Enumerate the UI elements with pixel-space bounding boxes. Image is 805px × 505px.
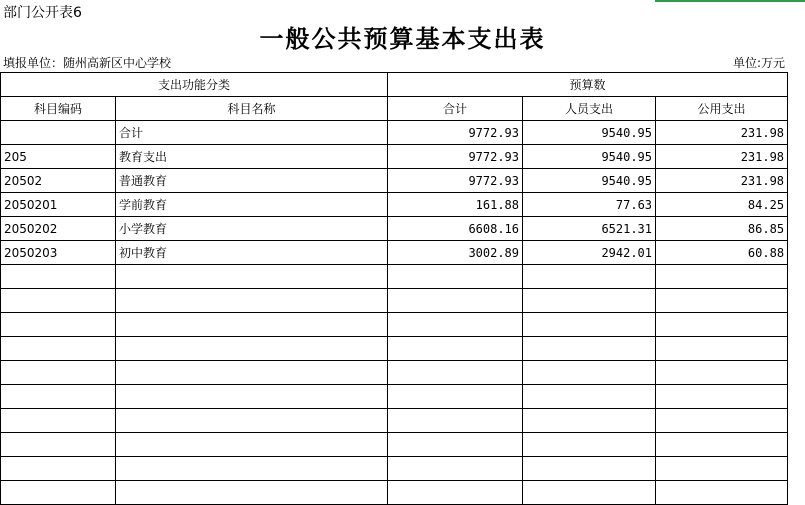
table-row (1, 169, 788, 193)
cell-subject-name[interactable] (116, 457, 388, 481)
cell-public[interactable] (656, 457, 788, 481)
table-row (1, 121, 788, 145)
cell-subject-code[interactable]: 20502 (1, 169, 116, 193)
sheet-tag: 部门公开表6 (3, 5, 82, 21)
cell-total[interactable] (388, 433, 523, 457)
cell-public[interactable] (656, 361, 788, 385)
currency-unit: 单位:万元 (732, 56, 785, 70)
cell-subject-name[interactable]: 教育支出 (116, 145, 388, 169)
cell-subject-code[interactable] (1, 313, 116, 337)
table-row (1, 241, 788, 265)
cell-public[interactable] (656, 481, 788, 505)
cell-total[interactable]: 6608.16 (388, 217, 523, 241)
cell-subject-name[interactable] (116, 289, 388, 313)
cell-subject-name[interactable] (116, 265, 388, 289)
cell-subject-name[interactable] (116, 409, 388, 433)
cell-total[interactable] (388, 313, 523, 337)
cell-personnel[interactable] (523, 289, 656, 313)
cell-subject-name[interactable] (116, 481, 388, 505)
cell-subject-name[interactable] (116, 313, 388, 337)
header-group-row (1, 73, 788, 97)
table-row (1, 457, 788, 481)
cell-subject-code[interactable] (1, 433, 116, 457)
table-row (1, 145, 788, 169)
table-row (1, 385, 788, 409)
cell-total[interactable] (388, 409, 523, 433)
cell-subject-code[interactable] (1, 121, 116, 145)
cell-personnel[interactable] (523, 385, 656, 409)
cell-personnel[interactable] (523, 457, 656, 481)
cell-subject-name[interactable] (116, 385, 388, 409)
cell-subject-code[interactable]: 205 (1, 145, 116, 169)
cell-subject-code[interactable]: 2050203 (1, 241, 116, 265)
cell-total[interactable]: 9772.93 (388, 145, 523, 169)
cell-public[interactable] (656, 409, 788, 433)
header-budget[interactable]: 预算数 (388, 73, 788, 97)
table-row (1, 313, 788, 337)
table-row (1, 193, 788, 217)
cell-subject-name[interactable]: 合计 (116, 121, 388, 145)
cell-total[interactable]: 9772.93 (388, 169, 523, 193)
table-row (1, 217, 788, 241)
header-function-class[interactable]: 支出功能分类 (1, 73, 388, 97)
cell-public[interactable] (656, 289, 788, 313)
header-total[interactable]: 合计 (388, 97, 523, 121)
cell-subject-name[interactable]: 普通教育 (116, 169, 388, 193)
cell-public[interactable] (656, 265, 788, 289)
cell-subject-code[interactable] (1, 385, 116, 409)
cell-personnel[interactable] (523, 481, 656, 505)
cell-personnel[interactable]: 6521.31 (523, 217, 656, 241)
cell-personnel[interactable]: 77.63 (523, 193, 656, 217)
cell-personnel[interactable] (523, 361, 656, 385)
cell-personnel[interactable]: 9540.95 (523, 145, 656, 169)
cell-subject-code[interactable] (1, 361, 116, 385)
header-public[interactable]: 公用支出 (656, 97, 788, 121)
cell-subject-name[interactable]: 小学教育 (116, 217, 388, 241)
cell-subject-code[interactable]: 2050202 (1, 217, 116, 241)
cell-public[interactable] (656, 433, 788, 457)
header-subject-code[interactable]: 科目编码 (1, 97, 116, 121)
cell-total[interactable] (388, 361, 523, 385)
cell-total[interactable] (388, 385, 523, 409)
cell-total[interactable] (388, 481, 523, 505)
cell-personnel[interactable] (523, 409, 656, 433)
cell-personnel[interactable] (523, 433, 656, 457)
selection-marker (655, 0, 805, 2)
cell-personnel[interactable]: 9540.95 (523, 121, 656, 145)
cell-subject-code[interactable] (1, 409, 116, 433)
cell-total[interactable] (388, 457, 523, 481)
cell-personnel[interactable] (523, 313, 656, 337)
cell-public[interactable]: 231.98 (656, 145, 788, 169)
header-personnel[interactable]: 人员支出 (523, 97, 656, 121)
table-row (1, 265, 788, 289)
cell-public[interactable]: 84.25 (656, 193, 788, 217)
cell-personnel[interactable] (523, 337, 656, 361)
cell-public[interactable]: 60.88 (656, 241, 788, 265)
cell-public[interactable] (656, 337, 788, 361)
header-subject-name[interactable]: 科目名称 (116, 97, 388, 121)
cell-subject-code[interactable]: 2050201 (1, 193, 116, 217)
cell-public[interactable]: 231.98 (656, 169, 788, 193)
cell-public[interactable]: 231.98 (656, 121, 788, 145)
table-row (1, 361, 788, 385)
cell-subject-name[interactable] (116, 361, 388, 385)
cell-public[interactable] (656, 385, 788, 409)
cell-personnel[interactable]: 9540.95 (523, 169, 656, 193)
table-row (1, 337, 788, 361)
cell-subject-name[interactable]: 学前教育 (116, 193, 388, 217)
cell-personnel[interactable] (523, 265, 656, 289)
table-row (1, 409, 788, 433)
cell-subject-name[interactable] (116, 433, 388, 457)
cell-total[interactable] (388, 337, 523, 361)
reporting-unit: 填报单位：随州高新区中心学校 (3, 56, 172, 70)
cell-subject-code[interactable] (1, 337, 116, 361)
cell-total[interactable]: 3002.89 (388, 241, 523, 265)
cell-subject-name[interactable] (116, 337, 388, 361)
cell-personnel[interactable]: 2942.01 (523, 241, 656, 265)
cell-public[interactable]: 86.85 (656, 217, 788, 241)
budget-table (0, 72, 788, 505)
cell-total[interactable] (388, 265, 523, 289)
table-row (1, 433, 788, 457)
cell-subject-name[interactable]: 初中教育 (116, 241, 388, 265)
cell-total[interactable]: 161.88 (388, 193, 523, 217)
cell-subject-code[interactable] (1, 481, 116, 505)
table-body (1, 121, 788, 505)
table-row (1, 481, 788, 505)
table-row (1, 289, 788, 313)
header-column-row (1, 97, 788, 121)
cell-subject-code[interactable] (1, 265, 116, 289)
cell-public[interactable] (656, 313, 788, 337)
cell-subject-code[interactable] (1, 457, 116, 481)
cell-total[interactable] (388, 289, 523, 313)
cell-subject-code[interactable] (1, 289, 116, 313)
cell-total[interactable]: 9772.93 (388, 121, 523, 145)
page-title: 一般公共预算基本支出表 (259, 24, 546, 53)
